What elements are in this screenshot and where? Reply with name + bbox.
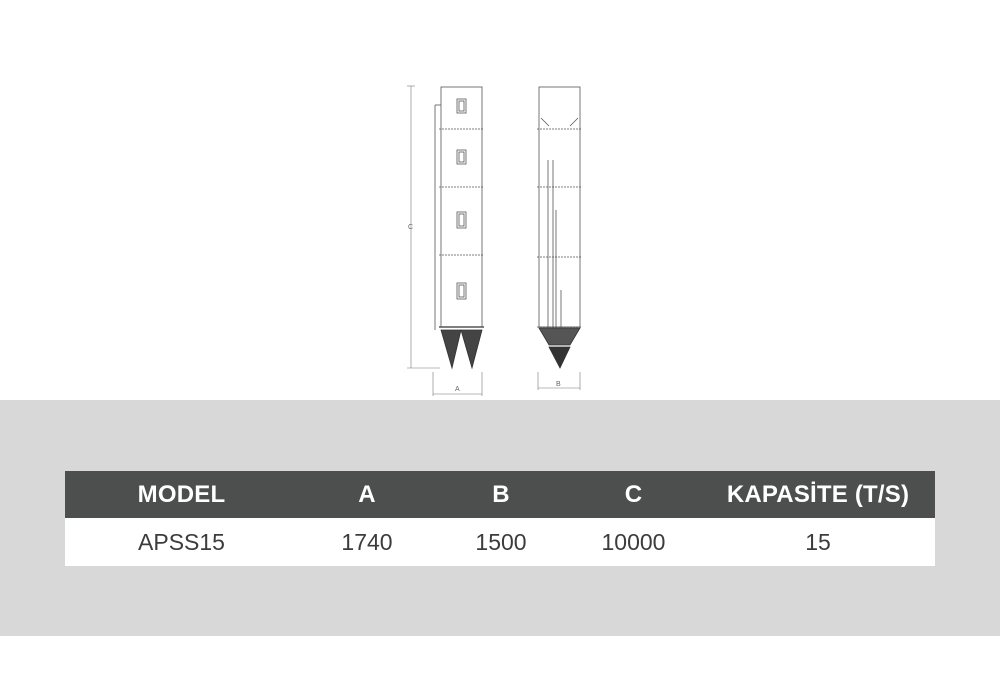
dim-label-c: C <box>408 224 414 231</box>
spec-table <box>65 471 935 566</box>
dim-label-b: B <box>556 381 561 388</box>
header-model: MODEL <box>65 471 298 518</box>
header-a: A <box>298 471 436 518</box>
footer-band <box>0 636 1000 700</box>
cell-b: 1500 <box>436 518 566 566</box>
dim-label-a: A <box>455 386 460 393</box>
side-view <box>537 87 582 390</box>
header-capacity: KAPASİTE (T/S) <box>701 471 935 518</box>
header-c: C <box>566 471 701 518</box>
table-row <box>65 518 935 566</box>
cell-model: APSS15 <box>65 518 298 566</box>
header-b: B <box>436 471 566 518</box>
cell-capacity: 15 <box>701 518 935 566</box>
cell-c: 10000 <box>566 518 701 566</box>
cell-a: 1740 <box>298 518 436 566</box>
front-view <box>407 86 484 396</box>
table-header-row <box>65 471 935 518</box>
